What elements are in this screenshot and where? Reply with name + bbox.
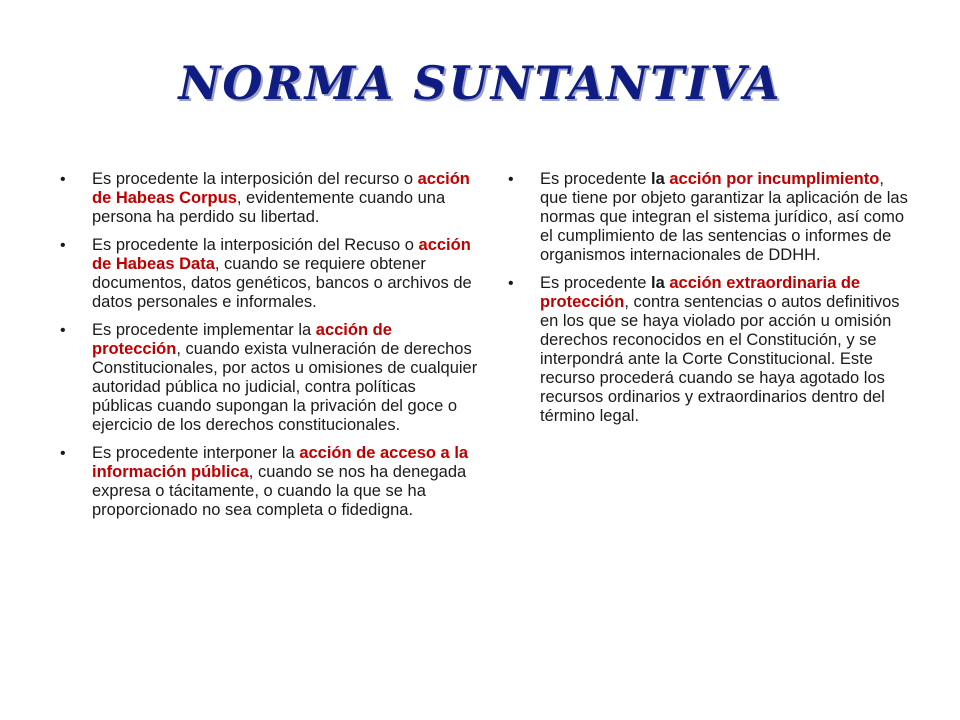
item-text: Es procedente interponer la bbox=[92, 444, 300, 462]
item-highlight: acción por incumplimiento bbox=[669, 170, 880, 188]
right-bullet-list bbox=[508, 170, 908, 435]
list-item bbox=[60, 444, 480, 520]
item-text: , evidentemente cuando una persona ha perdido su libertad. bbox=[92, 189, 446, 226]
bullet-icon: • bbox=[508, 275, 514, 292]
list-item bbox=[508, 274, 908, 426]
item-lead: la bbox=[651, 170, 670, 188]
left-bullet-list bbox=[60, 170, 480, 529]
item-text: Es procedente la interposición del Recuso o bbox=[92, 236, 419, 254]
bullet-icon: • bbox=[508, 171, 514, 188]
bullet-icon: • bbox=[60, 445, 66, 462]
item-text: Es procedente la interposición del recurso o bbox=[92, 170, 418, 188]
item-text: , que tiene por objeto garantizar la aplicación de las normas que integran el sistema jurídico, así como el cumplimiento de las sentencias o informes de organismos internacionales de DDHH. bbox=[540, 170, 908, 264]
item-text: , cuando se nos ha denegada expresa o tácitamente, o cuando la que se ha proporcionado no sea completa o fidedigna. bbox=[92, 463, 467, 519]
item-text: Es procedente implementar la bbox=[92, 321, 316, 339]
list-item bbox=[60, 170, 480, 227]
item-highlight: acción de protección bbox=[92, 321, 392, 358]
item-text: , contra sentencias o autos definitivos en los que se haya violado por acción u omisión derechos reconocidos en el Constitución, y se interpondrá ante la Corte Constitucional. Este recurso procederá cuando se haya agotado los recursos ordinarios y extraordinarios dentro del término legal. bbox=[540, 293, 900, 425]
list-item bbox=[508, 170, 908, 265]
item-text: , cuando exista vulneración de derechos Constitucionales, por actos u omisiones de cualquier autoridad pública no judicial, contra políticas públicas cuando supongan la privación del goce o ejercicio de los derechos constitucionales. bbox=[92, 340, 478, 434]
item-lead: la bbox=[651, 274, 670, 292]
item-text: Es procedente bbox=[540, 274, 651, 292]
item-highlight: acción de acceso a la información pública bbox=[92, 444, 469, 481]
item-text: Es procedente bbox=[540, 170, 651, 188]
bullet-icon: • bbox=[60, 322, 66, 339]
list-item bbox=[60, 321, 480, 435]
list-item bbox=[60, 236, 480, 312]
bullet-icon: • bbox=[60, 171, 66, 188]
item-highlight: acción de Habeas Corpus bbox=[92, 170, 470, 207]
slide-title: NORMA SUNTANTIVA bbox=[178, 56, 782, 110]
item-text: , cuando se requiere obtener documentos, datos genéticos, bancos o archivos de datos personales e informales. bbox=[92, 255, 472, 311]
bullet-icon: • bbox=[60, 237, 66, 254]
item-highlight: acción de Habeas Data bbox=[92, 236, 471, 273]
item-highlight: acción extraordinaria de protección bbox=[540, 274, 861, 311]
